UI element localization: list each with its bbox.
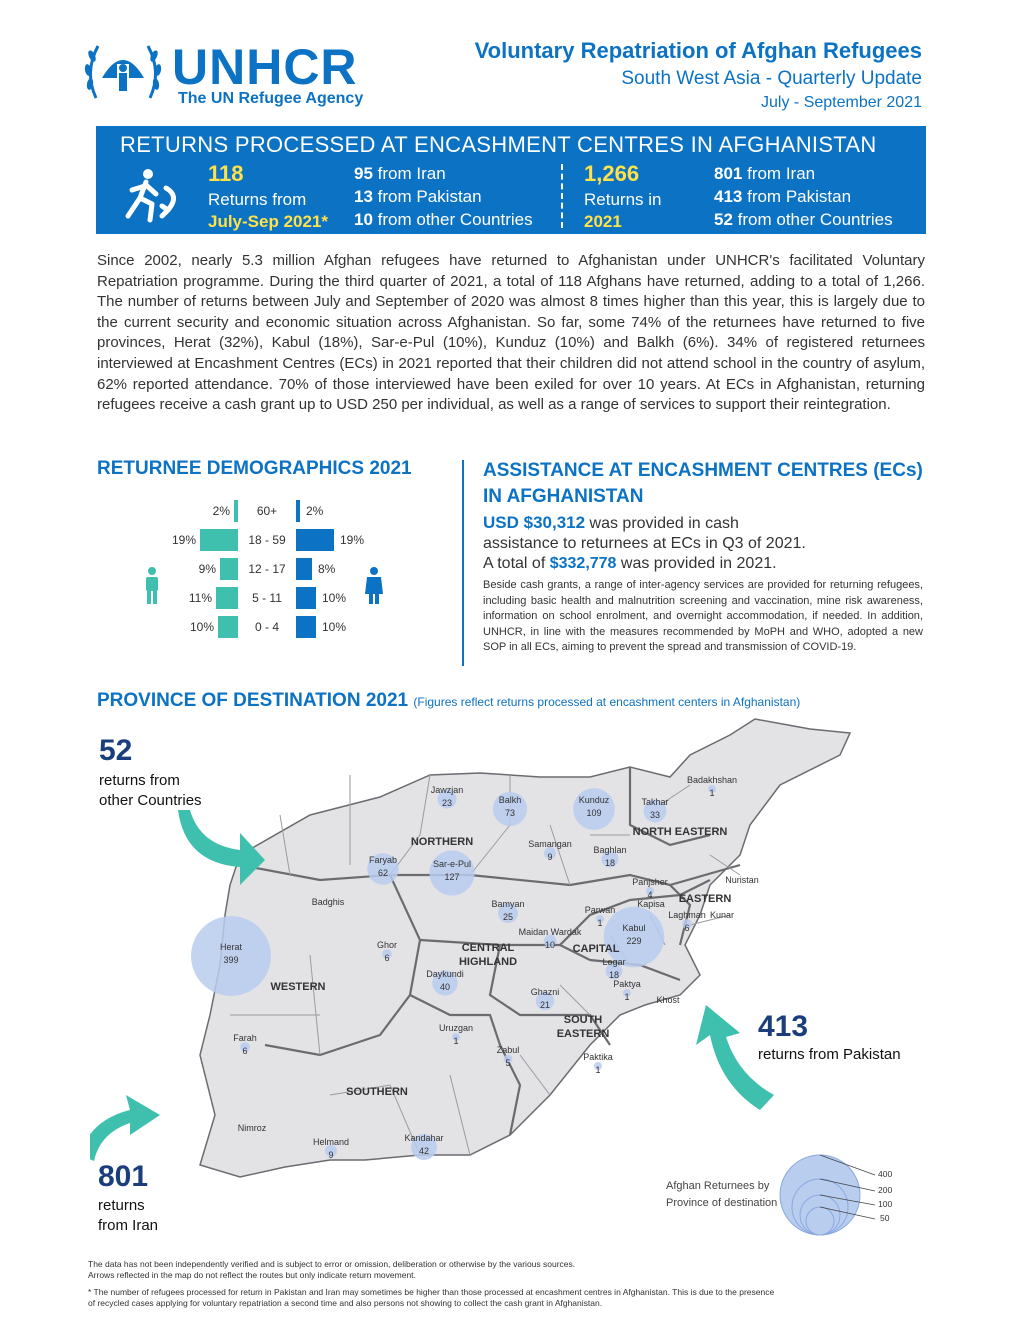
province-name: Kandahar [404,1133,444,1143]
year-iran-label: from Iran [742,164,816,183]
province-value: 1 [624,992,630,1002]
province-name: Bamyan [491,899,525,909]
province-name: Samangan [528,839,572,849]
year-returns-period: 2021 [584,212,622,231]
legend-title-2: Province of destination [666,1197,778,1209]
quarter-returns-label: Returns from [208,190,307,209]
province-value: 18 [604,858,616,868]
male-bar [296,587,316,609]
quarter-iran-row [354,164,446,184]
female-icon [142,566,162,606]
quarter-returns-number: 118 [208,161,244,186]
iran-number: 801 [98,1160,149,1193]
province-value: 62 [377,868,389,878]
legend-size-200: 200 [878,1185,893,1195]
province-name: Takhar [641,797,669,807]
region-label: SOUTHERN [346,1086,408,1098]
province-name: Sar-e-Pul [432,859,472,869]
province-title: PROVINCE OF DESTINATION 2021 [97,690,409,711]
province-name: Kabul [622,923,646,933]
region-label: NORTHERN [410,836,474,848]
quarter-returns-period: July-Sep 2021* [208,212,329,231]
other-countries-line-2: other Countries [99,792,202,809]
banner-title: RETURNS PROCESSED AT ENCASHMENT CENTRES IN AFGHANISTAN [120,132,877,157]
province-name: Daykundi [426,969,464,979]
year-pakistan-row [714,187,851,207]
demographics-title: RETURNEE DEMOGRAPHICS 2021 [97,458,412,479]
province-name: Uruzgan [438,1023,474,1033]
female-percent: 9% [198,562,216,576]
province-name: Logar [602,957,626,967]
province-value: 109 [586,808,602,818]
unhcr-emblem-logo [82,38,164,106]
male-percent: 8% [318,562,336,576]
region-label: CENTRAL [461,942,515,954]
age-group-label: 0 - 4 [254,620,279,634]
male-percent: 19% [340,533,365,547]
province-name: Ghor [376,940,398,950]
province-value: 5 [505,1058,511,1068]
male-bar [296,616,316,638]
province-section-title [97,690,800,712]
pakistan-number: 413 [758,1010,809,1043]
region-label: NORTH EASTERN [632,826,728,838]
assistance-line-3 [483,555,777,573]
logo-wordmark: UNHCR [172,39,358,95]
province-name: Baghlan [593,845,627,855]
male-percent: 10% [322,620,347,634]
male-icon [364,566,384,606]
province-value: 399 [223,955,239,965]
province-name: Panjsher [632,877,668,887]
region-label: SOUTH [563,1014,603,1026]
male-bar [296,558,312,580]
province-name: Khost [656,995,680,1005]
map-legend [780,1155,875,1235]
province-name: Paktya [613,979,641,989]
province-name: Herat [219,942,243,952]
year-iran-number: 801 [714,164,743,183]
province-value: 4 [647,890,653,900]
female-percent: 11% [188,591,212,605]
province-value: 127 [444,872,460,882]
province-name: Nuristan [725,875,759,885]
intro-paragraph: Since 2002, nearly 5.3 million Afghan refugees have returned to Afghanistan under UNHCR's facilitated Voluntary Repatriation programme. During the third quarter of 2021, a total of 118 Afghans have returned, adding to a total of 1,266. The number of returns between July and September of 2020 was almost 8 times higher than this year, this is largely due to the current security and economic situation across Afghanistan. So far, some 74% of the returnees have returned to five provinces, Herat (32%), Kabul (18%), Sar-e-Pul (10%), Kunduz (10%) and Balkh (6%). 34% of registered returnees interviewed at Encashment Centres (ECs) in 2021 reported that their children did not attend school in the country of asylum, 62% reported attendance. 70% of those interviewed have been exiled for over 10 years. At ECs in Afghanistan, returning refugees receive a cash grant up to USD 250 per individual, as well as a range of services to support their reintegration. [97,252,925,414]
female-percent: 10% [189,620,214,634]
quarter-iran-number: 95 [354,164,373,183]
assistance-line-3-post: was provided in 2021. [616,555,777,572]
iran-label-1: returns [98,1197,145,1214]
assistance-line-1 [483,513,739,533]
quarter-pakistan-row [354,187,482,207]
province-name: Balkh [498,795,522,805]
province-value: 40 [439,982,451,992]
legend-size-50: 50 [880,1213,890,1223]
province-value: 18 [608,970,620,980]
legend-title-1: Afghan Returnees by [666,1180,770,1192]
demographics-pyramid [140,496,440,656]
province-value: 1 [709,788,715,798]
age-group-label: 18 - 59 [248,533,286,547]
afghanistan-province-map [90,715,930,1255]
footnote-4: of recycled cases applying for voluntary repatriation a second time and also persons not showing to collect the cash grant in Afghanistan. [88,1298,603,1308]
assistance-line-1-text: was provided in cash [585,515,739,532]
male-bar [296,529,334,551]
section-divider [462,460,464,666]
document-title: Voluntary Repatriation of Afghan Refugees [474,38,922,63]
logo-tagline: The UN Refugee Agency [178,90,364,107]
quarter-pakistan-number: 13 [354,187,373,206]
arrow-pakistan [696,1005,774,1110]
female-percent: 19% [171,533,196,547]
iran-label-2: from Iran [98,1217,159,1234]
returnee-runner-icon [118,166,186,224]
province-value: 21 [539,1000,551,1010]
quarter-other-row [354,210,533,230]
footnote-2: Arrows reflected in the map do not reflect the routes but only indicate return movement. [88,1270,416,1280]
male-percent: 2% [306,504,324,518]
province-name: Farah [233,1033,257,1043]
year-returns-label: Returns in [584,190,662,209]
province-value: 42 [418,1146,430,1156]
province-name: Kapisa [637,899,665,909]
year-other-number: 52 [714,210,733,229]
age-group-label: 5 - 11 [252,591,282,605]
male-percent: 10% [322,591,347,605]
year-other-label: from other Countries [732,210,893,229]
province-value: 33 [649,810,661,820]
province-name: Badghis [311,897,345,907]
assistance-year-amount: $332,778 [549,555,617,572]
province-name: Badakhshan [686,775,738,785]
age-group-label: 12 - 17 [248,562,286,576]
province-name: Maidan Wardak [518,927,582,937]
year-pakistan-number: 413 [714,187,743,206]
age-group-label: 60+ [256,504,278,518]
province-name: Jawzjan [430,785,464,795]
province-name: Nimroz [237,1123,267,1133]
province-value: 73 [504,808,516,818]
female-bar [218,616,238,638]
province-name: Paktika [583,1052,613,1062]
province-value: 1 [595,1065,601,1075]
legend-size-100: 100 [878,1199,893,1209]
quarter-pakistan-label: from Pakistan [372,187,482,206]
province-value: 23 [441,798,453,808]
year-returns-number: 1,266 [584,161,640,186]
assistance-body: Beside cash grants, a range of inter-agency services are provided for returning refugees, including basic health and malnutrition screening and vaccination, mine risk awareness, information on school enrolment, and overnight accommodation, if needed. In addition, UNHCR, in line with the measures recommended by MoPH and WHO, adopted a new SOP in all ECs, aiming to prevent the spread and transmission of COVID-19. [483,579,923,654]
year-iran-row [714,164,815,184]
province-value: 6 [242,1046,248,1056]
province-name: Helmand [312,1137,350,1147]
other-countries-line-1: returns from [99,772,180,789]
province-value: 229 [626,936,642,946]
year-other-row [714,210,893,230]
assistance-line-2: assistance to returnees at ECs in Q3 of 2021. [483,535,806,552]
footnote-3: * The number of refugees processed for return in Pakistan and Iran may sometimes be higher than those processed at encashment centres in Afghanistan. This is due to the presence [88,1287,775,1297]
province-name: Kunar [709,910,735,920]
province-value: 10 [544,940,556,950]
province-name: Laghman [668,910,706,920]
quarter-other-label: from other Countries [372,210,533,229]
region-label: EASTERN [556,1028,610,1040]
province-value: 9 [328,1150,334,1160]
footnote-1: The data has not been independently verified and is subject to error or omission, deliberation or otherwise by the various sources. [88,1259,576,1269]
province-name: Kunduz [578,795,610,805]
province-value: 9 [547,852,553,862]
quarter-other-number: 10 [354,210,373,229]
region-label: CAPITAL [572,943,620,955]
province-name: Ghazni [530,987,560,997]
province-value: 6 [684,923,690,933]
province-note: (Figures reflect returns processed at encashment centers in Afghanistan) [413,695,801,709]
year-pakistan-label: from Pakistan [742,187,852,206]
legend-size-400: 400 [878,1169,893,1179]
province-value: 1 [597,918,603,928]
female-percent: 2% [212,504,230,518]
banner-divider [561,164,563,228]
female-bar [220,558,238,580]
province-name: Faryab [368,855,398,865]
province-value: 1 [453,1036,459,1046]
assistance-line-3-pre: A total of [483,555,550,572]
assistance-title: ASSISTANCE AT ENCASHMENT CENTRES (ECs) IN AFGHANISTAN [483,460,923,507]
region-label: HIGHLAND [458,956,518,968]
other-countries-number: 52 [99,734,133,767]
arrow-iran [90,1095,160,1161]
document-period: July - September 2021 [761,94,922,111]
province-value: 6 [384,953,390,963]
female-bar [216,587,238,609]
pakistan-label: returns from Pakistan [758,1046,901,1063]
quarter-iran-label: from Iran [372,164,446,183]
assistance-q3-amount: USD $30,312 [483,513,586,532]
female-bar [200,529,238,551]
afghanistan-outline [200,719,850,1177]
document-subtitle: South West Asia - Quarterly Update [621,68,922,89]
region-label: WESTERN [270,981,326,993]
region-label: EASTERN [678,893,732,905]
returns-banner [96,126,926,234]
province-name: Parwan [584,905,616,915]
province-name: Zabul [496,1045,520,1055]
province-value: 25 [502,912,514,922]
